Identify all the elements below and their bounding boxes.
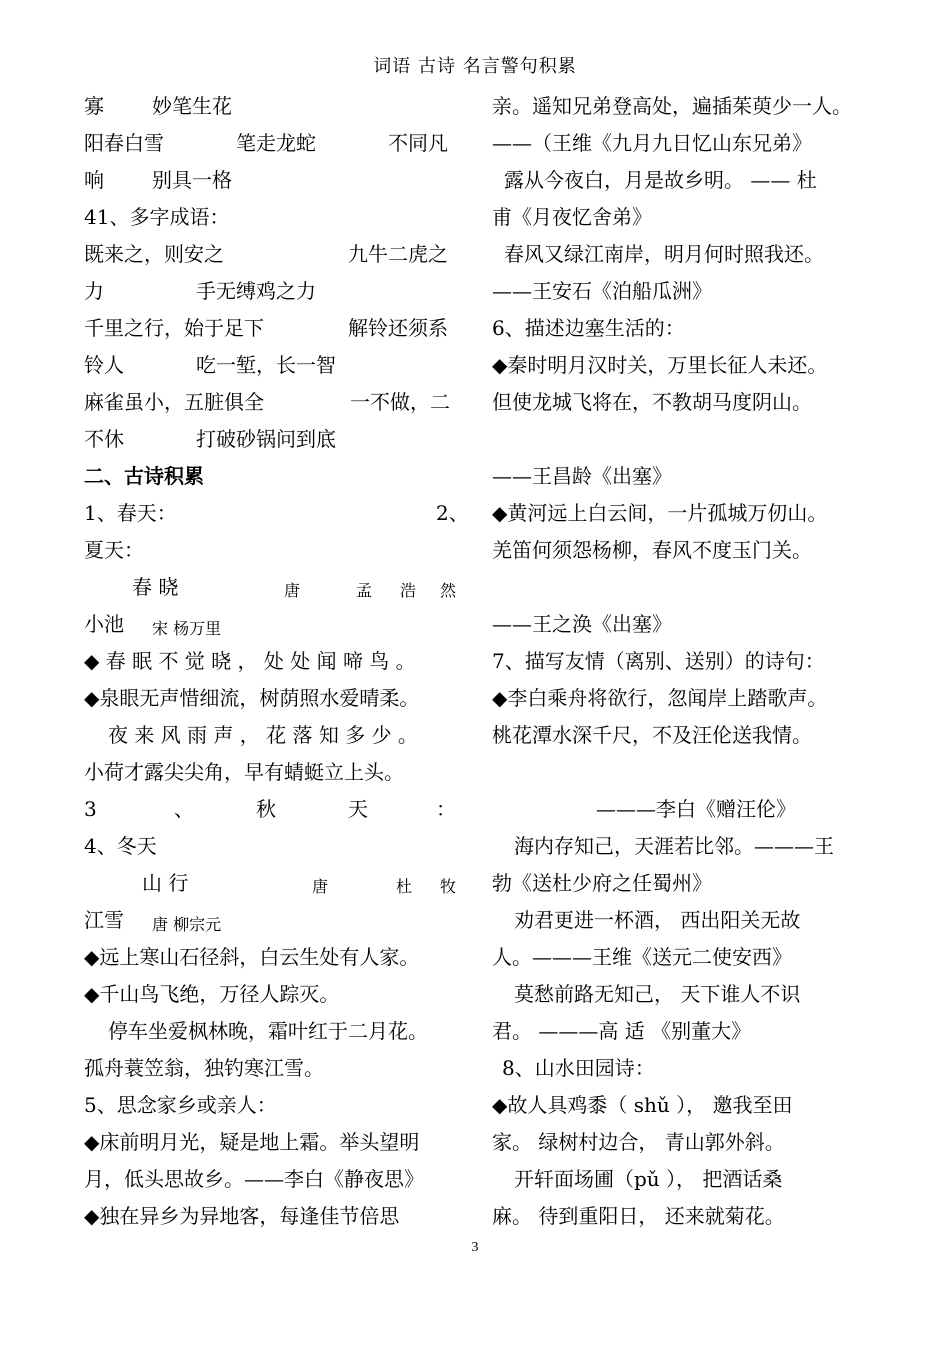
right-column xyxy=(492,88,877,1235)
poem-line: ◆床前明月光，疑是地上霜。举头望明 xyxy=(84,1130,420,1154)
poem-title-line: 江雪 唐 柳宗元 xyxy=(84,908,222,934)
poem-line: ◆秦时明月汉时关，万里长征人未还。 xyxy=(492,353,828,377)
poem-line: 小荷才露尖尖角，早有蜻蜓立上头。 xyxy=(84,760,404,784)
poem-line: 羌笛何须怨杨柳，春风不度玉门关。 xyxy=(492,538,812,562)
poem-line: 但使龙城飞将在，不教胡马度阴山。 xyxy=(492,390,812,414)
poem-line: 家。 绿树村边合， 青山郭外斜。 xyxy=(492,1130,785,1154)
poem-attribution: ——王之涣《出塞》 xyxy=(492,612,672,636)
poem-line: 孤舟蓑笠翁，独钓寒江雪。 xyxy=(84,1056,324,1080)
poem-line: 麻。 待到重阳日， 还来就菊花。 xyxy=(492,1204,785,1228)
poem-category: 5、思念家乡或亲人： xyxy=(84,1093,277,1117)
idiom-line: 寡 妙笔生花 xyxy=(84,94,232,118)
poem-title-line: 春 晓 唐 孟 浩 然 xyxy=(132,575,457,600)
poem-line: ◆ 春 眠 不 觉 晓 ， 处 处 闻 啼 鸟 。 xyxy=(84,649,416,673)
poem-line: 月，低头思故乡。——李白《静夜思》 xyxy=(84,1167,424,1191)
idiom-line: 既来之，则安之 九牛二虎之 xyxy=(84,242,448,266)
page-number: 3 xyxy=(471,1240,479,1255)
poem-attribution: ——王安石《泊船瓜洲》 xyxy=(492,279,712,303)
idiom-line: 不休 打破砂锅问到底 xyxy=(84,427,336,451)
section-title: 二、古诗积累 xyxy=(84,464,204,488)
section-heading: 41、多字成语： xyxy=(84,205,230,229)
poem-line: 海内存知己，天涯若比邻。———王 xyxy=(514,834,834,858)
poem-line: 亲。遥知兄弟登高处，遍插茱萸少一人。 xyxy=(492,94,852,118)
idiom-line: 铃人 吃一堑，长一智 xyxy=(84,353,336,377)
poem-category: 8、山水田园诗： xyxy=(502,1056,655,1080)
poem-attribution: ——王昌龄《出塞》 xyxy=(492,464,672,488)
poem-line: 夜 来 风 雨 声 ， 花 落 知 多 少 。 xyxy=(108,723,418,747)
poem-line: ◆故人具鸡黍（ shǔ ）， 邀我至田 xyxy=(492,1093,793,1117)
blank-line xyxy=(492,421,877,458)
idiom-line: 麻雀虽小，五脏俱全 一不做，二 xyxy=(84,390,450,414)
poem-category: 夏天： xyxy=(84,538,144,562)
poem-line: 莫愁前路无知己， 天下谁人不识 xyxy=(514,982,801,1006)
poem-attribution: 勃《送杜少府之任蜀州》 xyxy=(492,871,712,895)
poem-category: 4、冬天 xyxy=(84,834,157,858)
poem-line: ◆远上寒山石径斜，白云生处有人家。 xyxy=(84,945,420,969)
poem-attribution: ———李白《赠汪伦》 xyxy=(596,797,796,821)
poem-category: 7、描写友情（离别、送别）的诗句： xyxy=(492,649,825,673)
poem-category: 3 、 秋 天 ： xyxy=(84,797,456,821)
blank-line xyxy=(492,569,877,606)
poem-line: ◆李白乘舟将欲行，忽闻岸上踏歌声。 xyxy=(492,686,828,710)
poem-category: 1、春天： 2、 xyxy=(84,501,469,525)
poem-line: ◆黄河远上白云间，一片孤城万仞山。 xyxy=(492,501,828,525)
poem-line: ◆泉眼无声惜细流，树荫照水爱晴柔。 xyxy=(84,686,420,710)
idiom-line: 阳春白雪 笔走龙蛇 不同凡 xyxy=(84,131,448,155)
poem-attribution: 人。———王维《送元二使安西》 xyxy=(492,945,792,969)
poem-line: 桃花潭水深千尺，不及汪伦送我情。 xyxy=(492,723,812,747)
idiom-line: 力 手无缚鸡之力 xyxy=(84,279,316,303)
poem-line: 露从今夜白，月是故乡明。 —— 杜 xyxy=(504,168,817,192)
poem-line: 停车坐爱枫林晚，霜叶红于二月花。 xyxy=(108,1019,428,1043)
blank-line xyxy=(492,754,877,791)
poem-attribution: 君。 ———高 适 《别董大》 xyxy=(492,1019,752,1043)
poem-attribution: ——（王维《九月九日忆山东兄弟》 xyxy=(492,131,812,155)
poem-line: ◆千山鸟飞绝，万径人踪灭。 xyxy=(84,982,340,1006)
left-column xyxy=(84,88,469,1235)
poem-line: ◆独在异乡为异地客，每逢佳节倍思 xyxy=(84,1204,400,1228)
idiom-line: 响 别具一格 xyxy=(84,168,232,192)
poem-line: 春风又绿江南岸，明月何时照我还。 xyxy=(504,242,824,266)
poem-line: 开轩面场圃（pǔ ）， 把酒话桑 xyxy=(514,1167,783,1191)
poem-title-line: 小池 宋 杨万里 xyxy=(84,612,222,638)
poem-category: 6、描述边塞生活的： xyxy=(492,316,685,340)
poem-attribution: 甫《月夜忆舍弟》 xyxy=(492,205,652,229)
idiom-line: 千里之行，始于足下 解铃还须系 xyxy=(84,316,448,340)
page-header: 词语 古诗 名言警句积累 xyxy=(373,56,577,77)
poem-title-line: 山 行 唐 杜 牧 xyxy=(142,871,457,896)
poem-line: 劝君更进一杯酒， 西出阳关无故 xyxy=(514,908,801,932)
